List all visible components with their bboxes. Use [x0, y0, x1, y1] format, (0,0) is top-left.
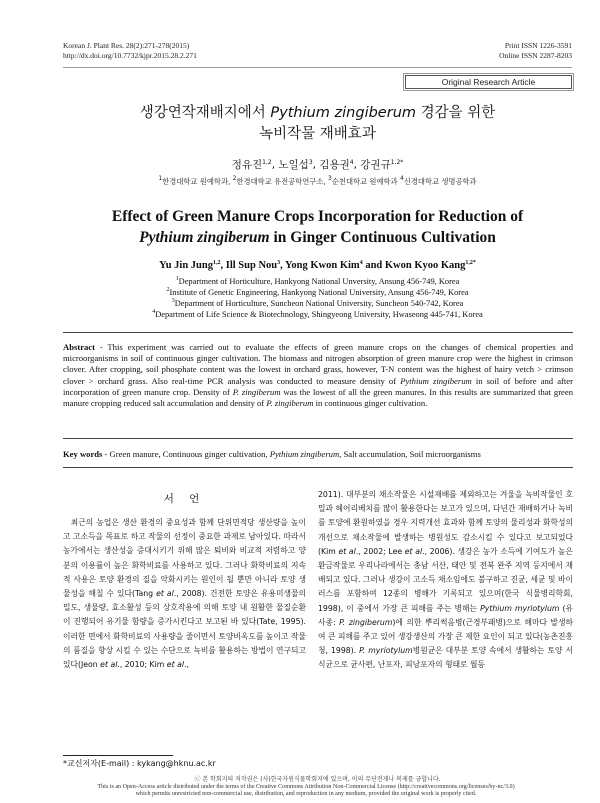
- korean-title-line1: [63, 103, 572, 123]
- article-type-badge: Original Research Article: [405, 75, 572, 89]
- english-author: Ill Sup Nou$^3$: [225, 260, 281, 271]
- corresponding-author-email: *교신저자(E-mail) : kykang@hknu.ac.kr: [63, 759, 216, 768]
- english-affiliation-2: $^2$Institute of Genetic Engineering, Hankyong National University, Ansung 456-749, Korea: [166, 287, 469, 297]
- intro-left-column: [63, 516, 306, 672]
- korean-author: 노일섭$^3$: [278, 159, 313, 171]
- license-line-2: which permits unrestricted non-commercial use, distribution, and reproduction in any medium, provided the original work is properly cited.: [135, 791, 477, 798]
- english-title-species: Pythium zingiberum: [139, 229, 270, 246]
- korean-title-part2: 경감을 위한: [420, 105, 496, 121]
- keywords-label: Key words: [63, 449, 103, 459]
- online-issn: Online ISSN 2287-8203: [499, 51, 572, 60]
- english-title-line1: Effect of Green Manure Crops Incorporation for Reduction of: [111, 208, 524, 225]
- abstract-bottom-rule: [63, 438, 573, 439]
- english-affiliation-3: $^3$Department of Horticulture, Suncheon National University, Suncheon 540-742, Korea: [171, 298, 464, 308]
- english-affiliation-4: $^4$Department of Life Science & Biotechnology, Shingyeong University, Hwaseong 445-741, Korea: [152, 309, 483, 319]
- keywords-rule: [63, 467, 573, 468]
- english-title-rest: in Ginger Continuous Cultivation: [273, 229, 496, 246]
- korean-author: 정유진$^{1,2}$: [231, 159, 272, 171]
- korean-author: 강권규$^{1,2*}$: [360, 159, 404, 171]
- journal-citation: Korean J. Plant Res. 28(2):271-278(2015): [63, 41, 190, 50]
- korean-title-line2: 녹비작물 재배효과: [259, 126, 376, 142]
- abstract: Abstract - This experiment was carried out to evaluate the effects of green manure crops on the changes of chemical properties and microorganisms in soil of continuous ginger cultivation. The biomass and nitrogen absorption of green manure crop were the highest in crimson clover. After cropping, soil phosphate content was the lowest in orchard grass, however, T-N content was the highest of hairy vetch > crimson clover > orchard grass. Also real-time PCR analysis was conducted to measure density of Pythium zingiberum in soil of before and after incorporation of green manure crop. Density of P. zingiberum was the lowest of all the green manures. In this results are summarized that green manure cropping reduced salt accumulation and density of P. zingiberum in continuous ginger cultivation.: [63, 342, 573, 409]
- license-line-1: This is an Open-Access article distributed under the terms of the Creative Commons Attribution Non-Commercial License (http://creativecommons.org/licenses/by-nc/3.0): [97, 784, 515, 790]
- english-affiliation-1: $^1$Department of Horticulture, Hankyong National Unversity, Ansung 456-749, Korea: [175, 276, 460, 286]
- keywords: Key words - Green manure, Continuous ginger cultivation, Pythium zingiberum, Salt accumulation, Soil microorganisms: [63, 449, 481, 459]
- journal-header-left: [63, 41, 197, 61]
- english-author: Yong Kwon Kim$^4$: [285, 260, 363, 271]
- header-divider: [63, 67, 572, 68]
- journal-header-right: [499, 41, 572, 61]
- english-author: Yu Jin Jung$^{1,2}$: [159, 260, 221, 271]
- korean-title-part1: 생강연작재배지에서: [139, 105, 266, 121]
- intro-paragraph-continued: 2011). 대부분의 채소작물은 시설재배를 제외하고는 겨울을 녹비작물인 호밀과 헤어리베치를 많이 활용한다는 보고가 있으며, 다년간 재배하거나 녹비를 토양에 환원하였을 경우 지력개선 효과와 함께 토양의 물리성과 화학성의 개선으로 채소작물에 발생하는 병원성도 감소시킬 수 있다고 보고되었다(Kim et al., 2002; Lee et al., 2006). 생강은 농가 소득에 기여도가 높은 환금작물로 우리나라에서는 충남 서산, 태안 및 전북 완주 지역 등지에서 재배되고 있다. 그러나 생강이 고소득 채소임에도 불구하고 진균, 세균 및 바이러스를 포함하여 12종의 병해가 기록되고 있으며(한국 식물병리학회, 1998), 이 중에서 가장 큰 피해를 주는 병해는 Pythium myriotylum (유사종: P. zingiberum)에 의한 뿌리썩음병(근경부패병)으로 해마다 발생하여 큰 피해를 주고 있어 생강생산의 가장 큰 제한 요인이 되고 있다(농촌진흥청, 1998). P. myriotylum병원균은 대부분 토양 속에서 생활하는 토양 서식균으로 균사편, 난포자, 피낭포자의 형태로 월동: [318, 490, 574, 670]
- intro-right-column: [318, 488, 573, 673]
- footnote-rule: [63, 755, 173, 756]
- intro-paragraph: 최근의 농업은 생산 환경의 중요성과 함께 단위면적당 생산량을 높이고 고소득을 목표로 하고 작물의 선정이 중요한 과제로 남아있다. 따라서 농가에서는 생산성을 증대시키기 위해 많은 퇴비와 비교적 저렴하고 양분의 이용률이 높은 화학비료를 사용하고 있다. 그러나 화학비료의 지속적 사용은 토양 환경의 질을 악화시키는 원인이 될 뿐만 아니라 토양 생물성을 해칠 수 있다(Tang et al., 2008). 건전한 토양은 유용미생물의 밀도, 생물량, 효소활성 등의 상호작용에 의해 토양 내 원활한 물질순환이 진행되어 유기물 함량을 증가시킨다고 보고된 바 있다(Tate, 1995). 이러한 면에서 화학비료의 사용량을 줄이면서 토양비옥도를 높이고 작물의 품질을 향상 시킬 수 있는 수단으로 녹비를 활용하는 방법이 연구되고 있다(Jeon et al., 2010; Kim et al.,: [63, 518, 306, 670]
- print-issn: Print ISSN 1226-3591: [504, 41, 572, 50]
- english-authors: Yu Jin Jung$^{1,2}$, Ill Sup Nou$^3$, Yong Kwon Kim$^4$ and Kwon Kyoo Kang$^{1,2*}$: [159, 260, 476, 271]
- korean-affiliations: $^1$한경대학교 원예학과, $^2$한경대학교 유전공학연구소, $^3$순천대학교 원예학과 $^4$신경대학교 생명공학과: [158, 175, 477, 186]
- korean-title-species: Pythium zingiberum: [270, 105, 417, 121]
- korean-author: 김용권$^4$: [319, 159, 354, 171]
- korean-authors: 정유진$^{1,2}$, 노일섭$^3$, 김용권$^4$, 강권규$^{1,2*}$: [231, 159, 404, 171]
- license-notice: [40, 784, 572, 798]
- english-title-line2: [63, 228, 572, 248]
- abstract-top-rule: [63, 332, 573, 333]
- english-author: Kwon Kyoo Kang$^{1,2*}$: [384, 260, 476, 271]
- doi-link[interactable]: http://dx.doi.org/10.7732/kjpr.2015.28.2.271: [63, 51, 197, 60]
- section-heading-introduction: 서 언: [163, 493, 206, 505]
- abstract-label: Abstract: [63, 342, 95, 352]
- copyright-notice: ⓒ 본 학회지의 저작권은 (사)한국자원식물학회지에 있으며, 이의 무단전재나 복제를 금합니다.: [194, 776, 441, 783]
